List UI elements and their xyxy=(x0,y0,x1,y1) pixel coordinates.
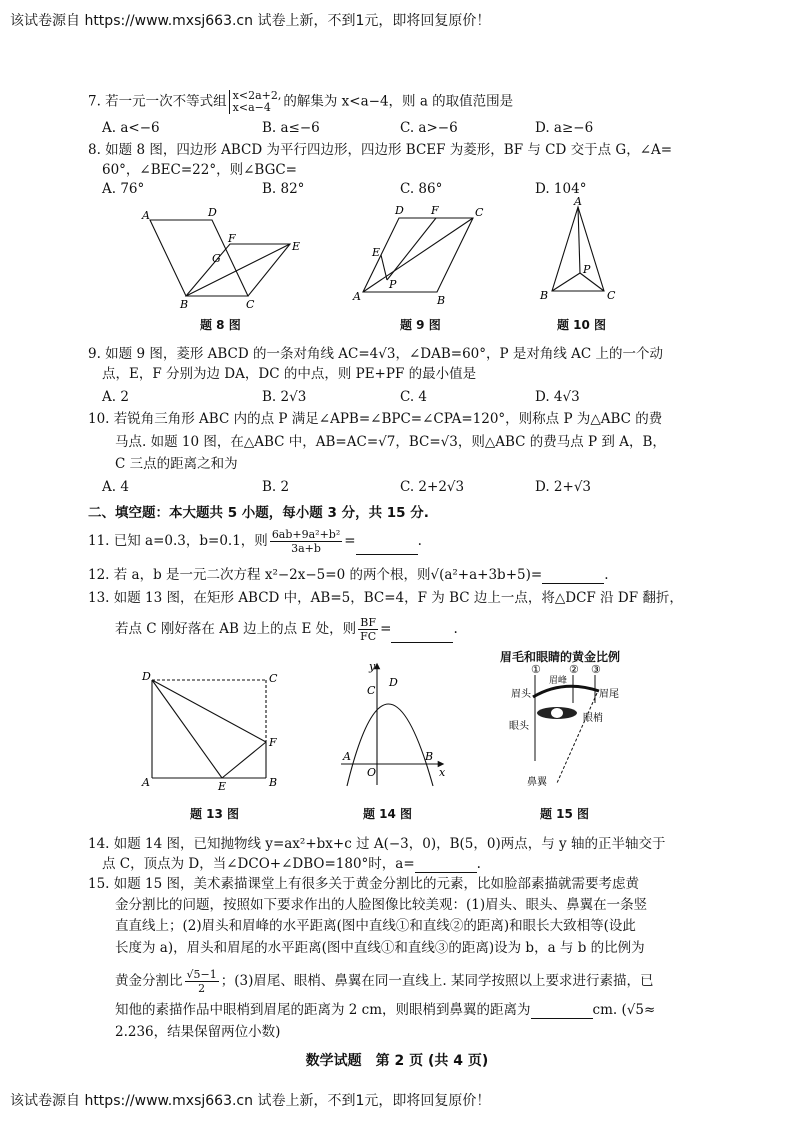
fig13-label-b: B xyxy=(269,776,278,789)
q13-answer-blank[interactable] xyxy=(391,630,453,643)
q9-option-d: D. 4√3 xyxy=(535,389,580,405)
fig14-parabola xyxy=(347,704,433,786)
fig13-label-d: D xyxy=(142,670,151,683)
fig9-label-b: B xyxy=(437,294,446,307)
fig9-label-a: A xyxy=(353,290,361,303)
q15-golden-fraction xyxy=(185,968,219,995)
fig15-mark-2: ② xyxy=(569,663,579,676)
q12-answer-blank[interactable] xyxy=(542,571,604,584)
fig13-label-c: C xyxy=(269,672,278,685)
q7-option-b: B. a≤−6 xyxy=(262,120,320,136)
q10-option-b: B. 2 xyxy=(262,479,290,495)
fig8-label-a: A xyxy=(142,209,150,222)
figure-10 xyxy=(530,195,630,310)
fig15-mark-1: ① xyxy=(531,663,541,676)
figure-14 xyxy=(335,660,450,790)
q10-line2: 马点. 如题 10 图，在△ABC 中，AB=AC=√7，BC=√3，则△ABC 的费马点 P 到 A，B， xyxy=(115,434,666,450)
q13-stem: 若点 C 刚好落在 AB 边上的点 E 处，则 xyxy=(115,621,357,637)
fig8-segment-be xyxy=(186,244,290,296)
fig15-label-brow-tail: 眉尾 xyxy=(599,689,619,700)
fig15-label-brow-head: 眉头 xyxy=(511,689,531,700)
fig14-label-y: y xyxy=(369,660,376,673)
q13-fraction xyxy=(358,616,378,643)
q11-stem: 11. 已知 a=0.3，b=0.1，则 xyxy=(88,533,268,549)
fig13-label-f: F xyxy=(269,736,277,749)
q11-denominator: 3a+b xyxy=(291,542,321,555)
figure-8 xyxy=(130,200,310,310)
q13-equals: = xyxy=(380,621,392,637)
q8-line2: 60°，∠BEC=22°，则∠BGC= xyxy=(102,162,297,178)
fig10-caption: 题 10 图 xyxy=(557,318,607,332)
fig9-label-p: P xyxy=(389,278,397,291)
fig14-label-x: x xyxy=(439,766,446,779)
q14-line1: 14. 如题 14 图，已知抛物线 y=ax²+bx+c 过 A(−3，0)，B(5，0)两点，与 y 轴的正半轴交于 xyxy=(88,836,666,852)
fig13-segment-ef xyxy=(222,742,266,778)
q15-line6-b: cm. (√5≈ xyxy=(592,1002,656,1018)
fig10-label-a: A xyxy=(574,195,582,208)
q15-line6 xyxy=(115,1001,655,1019)
source-banner-top: 该试卷源自 https://www.mxsj663.cn 试卷上新，不到1元，即将回复原价！ xyxy=(10,13,491,29)
fig8-label-e: E xyxy=(292,240,301,253)
q9-line2: 点，E，F 分别为边 DA，DC 的中点，则 PE+PF 的最小值是 xyxy=(102,366,477,382)
q15-line5-b: ；(3)眉尾、眼梢、鼻翼在同一直线上. 某同学按照以上要求进行素描，已 xyxy=(220,973,654,989)
q12-equals: = xyxy=(530,567,543,583)
q14-end: . xyxy=(476,856,481,872)
q15-answer-blank[interactable] xyxy=(531,1006,593,1019)
q15-line2: 金分割比的问题，按照如下要求作出的人脸图像比较美观：(1)眉头、眼头、鼻翼在一条竖 xyxy=(115,897,648,913)
q14-line2 xyxy=(102,855,481,873)
q10-line3: C 三点的距离之和为 xyxy=(115,456,238,472)
q10-option-c: C. 2+2√3 xyxy=(400,479,465,495)
q7-system xyxy=(229,90,282,114)
fig9-label-c: C xyxy=(475,206,484,219)
q9-option-a: A. 2 xyxy=(102,389,129,405)
fig15-eye-highlight xyxy=(551,708,563,718)
fig15-mark-3: ③ xyxy=(591,663,601,676)
fig15-label-eye-tail: 眼梢 xyxy=(583,713,603,724)
fig13-segment-df xyxy=(152,680,266,742)
q14-stem: 点 C，顶点为 D，当∠DCO+∠DBO=180°时，a= xyxy=(102,856,415,872)
page-footer: 数学试题 第 2 页 (共 4 页) xyxy=(305,1053,489,1069)
fig8-label-c: C xyxy=(246,298,255,310)
fig15-tail-to-nose-line xyxy=(557,693,597,783)
q15-line1: 15. 如题 15 图，美术素描课堂上有很多关于黄金分割比的元素，比如脸部素描就需要考虑黄 xyxy=(88,876,640,892)
fig10-label-p: P xyxy=(583,263,591,276)
fig13-label-e: E xyxy=(218,780,227,793)
fig8-caption: 题 8 图 xyxy=(200,318,241,332)
q8-option-c: C. 86° xyxy=(400,181,443,197)
fig15-caption: 题 15 图 xyxy=(540,807,590,821)
section-2-heading: 二、填空题：本大题共 5 小题，每小题 3 分，共 15 分. xyxy=(88,505,429,521)
q15-line4: 长度为 a)，眉头和眉尾的水平距离(图中直线①和直线③的距离)设为 b，a 与 b 的比例为 xyxy=(115,940,645,956)
q7-stem xyxy=(88,90,513,114)
source-banner-bottom: 该试卷源自 https://www.mxsj663.cn 试卷上新，不到1元，即将回复原价！ xyxy=(10,1093,491,1109)
fig9-label-d: D xyxy=(395,204,404,217)
fig8-label-b: B xyxy=(180,298,189,310)
fig14-caption: 题 14 图 xyxy=(363,807,413,821)
fig9-segment-ep xyxy=(381,255,387,280)
fig9-label-f: F xyxy=(431,204,439,217)
fig10-segment-pa xyxy=(578,207,580,273)
fig15-label-nose-wing: 鼻翼 xyxy=(527,777,547,788)
q11-answer-blank[interactable] xyxy=(356,542,418,555)
q7-option-c: C. a>−6 xyxy=(400,120,458,136)
q7-option-d: D. a≥−6 xyxy=(535,120,594,136)
q13-numerator: BF xyxy=(358,616,378,630)
fig15-label-eye-head: 眼头 xyxy=(509,721,529,732)
q12 xyxy=(88,566,608,584)
fig15-label-brow-peak: 眉峰 xyxy=(549,676,568,686)
fig14-label-c: C xyxy=(367,684,376,697)
q13-line2 xyxy=(115,616,458,643)
q14-answer-blank[interactable] xyxy=(415,860,477,873)
q11-numerator: 6ab+9a²+b² xyxy=(271,528,341,541)
fig13-segment-de xyxy=(152,680,222,778)
fig9-caption: 题 9 图 xyxy=(400,318,441,332)
q11-equals: = xyxy=(344,533,356,549)
q13-end: . xyxy=(453,621,458,637)
q9-line1: 9. 如题 9 图，菱形 ABCD 的一条对角线 AC=4√3，∠DAB=60°，P 是对角线 AC 上的一个动 xyxy=(88,346,664,362)
q8-option-a: A. 76° xyxy=(102,181,145,197)
figure-13 xyxy=(138,668,286,793)
q12-stem: 12. 若 a，b 是一元二次方程 x²−2x−5=0 的两个根，则 xyxy=(88,567,431,583)
q8-option-b: B. 82° xyxy=(262,181,305,197)
q7-stem-a: 7. 若一元一次不等式组 xyxy=(88,93,227,110)
fig8-label-g: G xyxy=(212,252,221,265)
q11 xyxy=(88,528,422,555)
q15-line5 xyxy=(115,968,653,995)
fig15-title: 眉毛和眼睛的黄金比例 xyxy=(500,650,621,664)
q11-fraction xyxy=(270,528,342,555)
figure-9 xyxy=(345,200,495,310)
q8-line1: 8. 如题 8 图，四边形 ABCD 为平行四边形，四边形 BCEF 为菱形，BF 与 CD 交于点 G，∠A= xyxy=(88,142,673,158)
q7-cond2: x<a−4 xyxy=(232,101,271,114)
fig14-label-b: B xyxy=(425,750,434,763)
q7-stem-b: 的解集为 x<a−4，则 a 的取值范围是 xyxy=(283,93,514,110)
q7-cond1: x<2a+2, xyxy=(232,89,282,102)
q8-option-d: D. 104° xyxy=(535,181,587,197)
q15-fraction-denominator: 2 xyxy=(198,982,206,995)
q13-denominator: FC xyxy=(360,630,377,643)
q10-line1: 10. 若锐角三角形 ABC 内的点 P 满足∠APB=∠BPC=∠CPA=120°，则称点 P 为△ABC 的费 xyxy=(88,411,663,427)
q15-line6-a: 知他的素描作品中眼梢到眉尾的距离为 2 cm，则眼梢到鼻翼的距离为 xyxy=(115,1002,531,1018)
fig9-label-e: E xyxy=(372,246,381,259)
q12-end: . xyxy=(604,567,609,583)
q10-option-d: D. 2+√3 xyxy=(535,479,592,495)
figure-15 xyxy=(505,663,630,793)
fig15-eyebrow xyxy=(533,686,599,697)
fig14-label-d: D xyxy=(389,676,398,689)
q15-line7: 2.236，结果保留两位小数) xyxy=(115,1024,281,1040)
fig13-label-a: A xyxy=(142,776,150,789)
fig10-label-b: B xyxy=(540,289,549,302)
fig8-label-d: D xyxy=(208,206,217,219)
q15-line3: 直直线上；(2)眉头和眉峰的水平距离(图中直线①和直线②的距离)和眼长大致相等(设此 xyxy=(115,918,636,934)
q12-expression: √(a²+a+3b+5) xyxy=(430,567,531,583)
q11-end: . xyxy=(417,533,422,549)
fig14-label-o: O xyxy=(367,766,377,779)
fig8-label-f: F xyxy=(228,232,236,245)
q9-option-b: B. 2√3 xyxy=(262,389,307,405)
fig10-label-c: C xyxy=(607,289,616,302)
q15-fraction-numerator: √5−1 xyxy=(186,968,217,981)
q15-line5-a: 黄金分割比 xyxy=(115,973,183,989)
fig13-caption: 题 13 图 xyxy=(190,807,240,821)
q10-option-a: A. 4 xyxy=(102,479,129,495)
q13-line1: 13. 如题 13 图，在矩形 ABCD 中，AB=5，BC=4，F 为 BC 边上一点，将△DCF 沿 DF 翻折， xyxy=(88,590,683,606)
q7-option-a: A. a<−6 xyxy=(102,120,160,136)
q9-option-c: C. 4 xyxy=(400,389,428,405)
fig14-label-a: A xyxy=(343,750,351,763)
